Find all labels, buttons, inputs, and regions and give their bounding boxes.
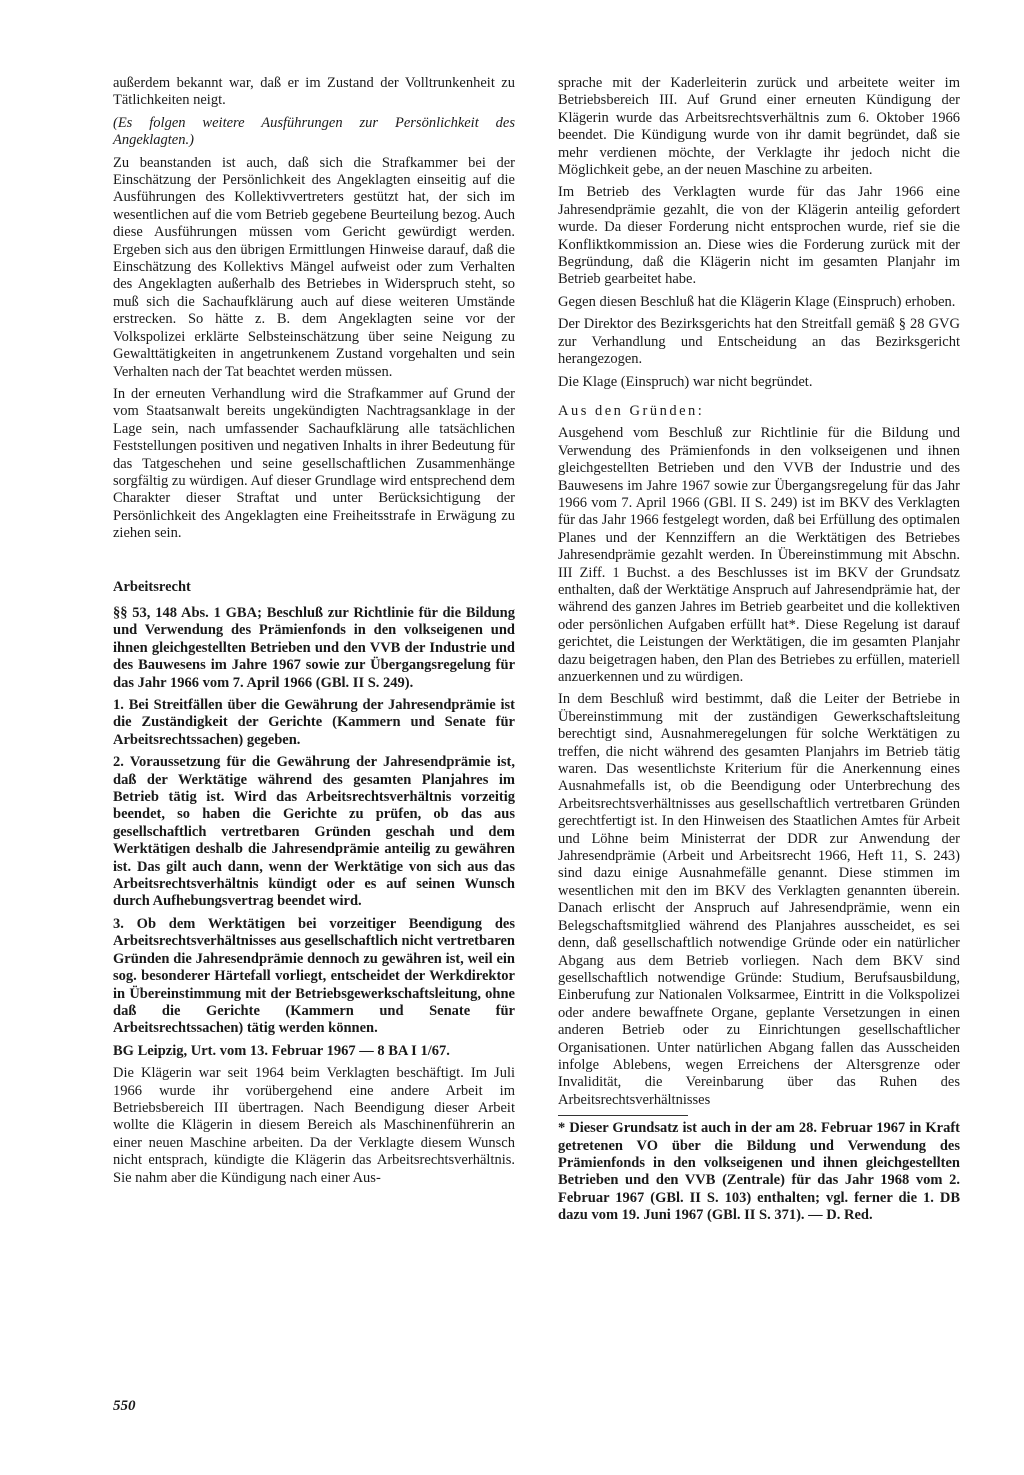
paragraph: In der erneuten Verhandlung wird die Strafkammer auf Grund der vom Staatsanwalt bereits ungekündigten Nachtragsanklage in der Lage sein, nach umfassender Sachaufklärung alle tatsächlichen Feststellungen positiven und negativen Inhalts in ihrer Bedeutung für das Tatgeschehen und seine gesellschaftlichen Zusammenhänge sorgfältig zu würdigen. Auf dieser Grundlage wird entsprechend dem Charakter dieser Straftat und unter Berücksichtigung der Persönlichkeit des Angeklagten eine Freiheitsstrafe in Erwägung zu ziehen sein.: [113, 385, 515, 542]
page-number: 550: [113, 1398, 136, 1414]
headnote-2: 2. Voraussetzung für die Gewährung der Jahresendprämie ist, daß der Werktätige während des gesamten Planjahres im Betrieb tätig ist. Wird das Arbeitsrechtsverhältnis vorzeitig beendet, so haben die Gerichte zu prüfen, ob das aus gesellschaftlich vertretbaren Gründen geschah und dem Werktätigen deshalb die Jahresendprämie anteilig zu gewähren ist. Das gilt auch dann, wenn der Werktätige von sich aus das Arbeitsrechtsverhältnis kündigt oder es auf seinen Wunsch durch Aufhebungsvertrag beendet wird.: [113, 754, 515, 910]
grounds-heading: Aus den Gründen:: [558, 402, 705, 419]
paragraph: Im Betrieb des Verklagten wurde für das Jahr 1966 eine Jahresendprämie gezahlt, die von der Klägerin anteilig gefordert wurde. Da dieser Forderung nicht entsprochen wurde, rief sie die Konfliktkommission an. Diese wies die Forderung zurück mit der Begründung, daß die Klägerin nicht im gesamten Planjahr im Betrieb gearbeitet habe.: [558, 184, 960, 288]
headnote-1: 1. Bei Streitfällen über die Gewährung der Jahresendprämie ist die Zuständigkeit der Gerichte (Kammern und Senate für Arbeitsrechtssachen) gegeben.: [113, 697, 515, 748]
editorial-note: (Es folgen weitere Ausführungen zur Persönlichkeit des Angeklagten.): [113, 114, 515, 149]
paragraph: Die Klage (Einspruch) war nicht begründet.: [558, 373, 813, 390]
right-column: [558, 75, 960, 1225]
footnote: * Dieser Grundsatz ist auch in der am 28. Februar 1967 in Kraft getretenen VO über die Bildung und Verwendung des Prämienfonds in den volkseigenen und ihnen gleichgestellten Betrieben und den VVB (Zentrale) für das Jahr 1968 vom 2. Februar 1967 (GBl. II S. 103) enthalten; vgl. ferner die 1. DB dazu vom 19. Juni 1967 (GBl. II S. 371). — D. Red.: [558, 1120, 960, 1224]
headnote-3: 3. Ob dem Werktätigen bei vorzeitiger Beendigung des Arbeitsrechtsverhältnisses aus gesellschaftlich nicht vertretbaren Gründen die Jahresendprämie dennoch zu gewähren ist, weil ein sog. besonderer Härtefall vorliegt, entscheidet der Werkdirektor in Übereinstimmung mit der Betriebsgewerkschaftsleitung, ohne daß die Gerichte (Kammern und Senate für Arbeitsrechtssachen) tätig werden können.: [113, 915, 515, 1037]
left-column: [113, 75, 515, 1187]
paragraph: Die Klägerin war seit 1964 beim Verklagten beschäftigt. Im Juli 1966 wurde ihr vorübergehend eine andere Arbeit im Betriebsbereich III übertragen. Nach Beendigung dieser Arbeit wollte die Klägerin in diesem Bereich als Maschinenführerin an einer neuen Maschine arbeiten. Da der Verklagte diesem Wunsch nicht entsprach, kündigte die Klägerin das Arbeitsrechtsverhältnis. Sie nahm aber die Kündigung nach einer Aus-: [113, 1065, 515, 1186]
footnote-divider: [558, 1115, 688, 1116]
section-heading: Arbeitsrecht: [113, 578, 191, 595]
paragraph: Zu beanstanden ist auch, daß sich die Strafkammer bei der Einschätzung der Persönlichkeit des Angeklagten einseitig auf die Ausführungen des Kollektivvertreters gestützt hat, der sich im wesentlichen auf die vom Betrieb gegebene Beurteilung bezog. Auch diese Ausführungen müssen vom Gericht gewürdigt werden. Ergeben sich aus den übrigen Ermittlungen Hinweise darauf, daß die Einschätzung des Kollektivs Mängel aufweist oder zum Verhalten des Angeklagten außerhalb des Betriebes in Widerspruch steht, so muß sich die Sachaufklärung auch auf diese weiteren Umstände erstrecken. So hätte z. B. dem Angeklagten seine vor der Volkspolizei erklärte Selbsteinschätzung über seine Neigung zu Gewalttätigkeiten in angetrunkenem Zustand vorgehalten und sein Verhalten nach der Tat beachtet werden müssen.: [113, 154, 515, 380]
court-citation: BG Leipzig, Urt. vom 13. Februar 1967 — 8 BA I 1/67.: [113, 1042, 450, 1059]
paragraph: Ausgehend vom Beschluß zur Richtlinie für die Bildung und Verwendung des Prämienfonds in den volkseigenen und ihnen gleichgestellten Betrieben und den VVB der Industrie und des Bauwesens im Jahre 1967 sowie zur Übergangsregelung für das Jahr 1966 vom 7. April 1966 (GBl. II S. 249) ist im BKV des Verklagten für das Jahr 1966 festgelegt worden, daß bei Erfüllung des optimalen Planes und der Kennziffern an die Werktätigen des Betriebes Jahresendprämie gezahlt werden. In Übereinstimmung mit Abschn. III Ziff. 1 Buchst. a des Beschlusses ist im BKV der Grundsatz enthalten, daß der Werktätige Anspruch auf Jahresendprämie hat, der während des ganzen Jahres im Betrieb gearbeitet und die kollektiven oder persönlichen Aufgaben erfüllt hat*. Diese Regelung ist darauf gerichtet, die Leistungen der Werktätigen, die im gesamten Planjahr dazu beigetragen haben, den Plan des Betriebes zu erfüllen, materiell anzuerkennen und zu würdigen.: [558, 425, 960, 685]
paragraph: sprache mit der Kaderleiterin zurück und arbeitete weiter im Betriebsbereich III. Auf Grund einer erneuten Kündigung der Klägerin wurde das Arbeitsrechtsverhältnis zum 6. Oktober 1966 beendet. Die Kündigung wurde von ihr damit begründet, daß sie mehr verdienen möchte, der Verklagte ihr jedoch nicht die Möglichkeit gebe, an der neuen Maschine zu arbeiten.: [558, 75, 960, 179]
paragraph: In dem Beschluß wird bestimmt, daß die Leiter der Betriebe in Übereinstimmung mit der zuständigen Gewerkschaftsleitung berechtigt sind, Ausnahmeregelungen für solche Werktätigen zu treffen, die nicht während des gesamten Planjahrs im Betrieb tätig waren. Das wesentlichste Kriterium für die Anerkennung eines Ausnahmefalls ist, ob die Beendigung oder Unterbrechung des Arbeitsrechtsverhältnisses aus gesellschaftlich vertretbaren Gründen gerechtfertigt ist. In den Hinweisen des Staatlichen Amtes für Arbeit und Löhne beim Ministerrat der DDR zur Anwendung der Jahresendprämie (Arbeit und Arbeitsrecht 1966, Heft 11, S. 243) sind dazu einige Ausnahmefälle genannt. Diese stimmen im wesentlichen mit den im BKV des Verklagten genannten überein. Danach erlischt der Anspruch auf Jahresendprämie, wenn ein Belegschaftsmitglied während des Planjahres ausscheidet, es sei denn, daß gesellschaftlich notwendige Gründe oder ein natürlicher Abgang aus dem Betrieb vorliegen. Nach dem BKV sind gesellschaftlich notwendige Gründe: Studium, Berufsausbildung, Einberufung zur Nationalen Volksarmee, Eintritt in die Volkspolizei oder andere bewaffnete Organe, geplante Versetzungen in einen anderen Betrieb oder zu Einrichtungen gesellschaftlicher Organisationen. Unter natürlichen Abgang fallen das Ausscheiden infolge Ablebens, wegen Erreichens der Altersgrenze oder Invalidität, die Vereinbarung über das Ruhen des Arbeitsrechtsverhältnisses: [558, 691, 960, 1108]
paragraph: Der Direktor des Bezirksgerichts hat den Streitfall gemäß § 28 GVG zur Verhandlung und Entscheidung an das Bezirksgericht herangezogen.: [558, 316, 960, 368]
legal-norm: §§ 53, 148 Abs. 1 GBA; Beschluß zur Richtlinie für die Bildung und Verwendung des Prämienfonds in den volkseigenen und ihnen gleichgestellten Betrieben und den VVB der Industrie und des Bauwesens im Jahre 1967 sowie zur Übergangsregelung für das Jahr 1966 vom 7. April 1966 (GBl. II S. 249).: [113, 604, 515, 691]
paragraph: außerdem bekannt war, daß er im Zustand der Volltrunkenheit zu Tätlichkeiten neigt.: [113, 75, 515, 109]
paragraph: Gegen diesen Beschluß hat die Klägerin Klage (Einspruch) erhoben.: [558, 293, 956, 310]
